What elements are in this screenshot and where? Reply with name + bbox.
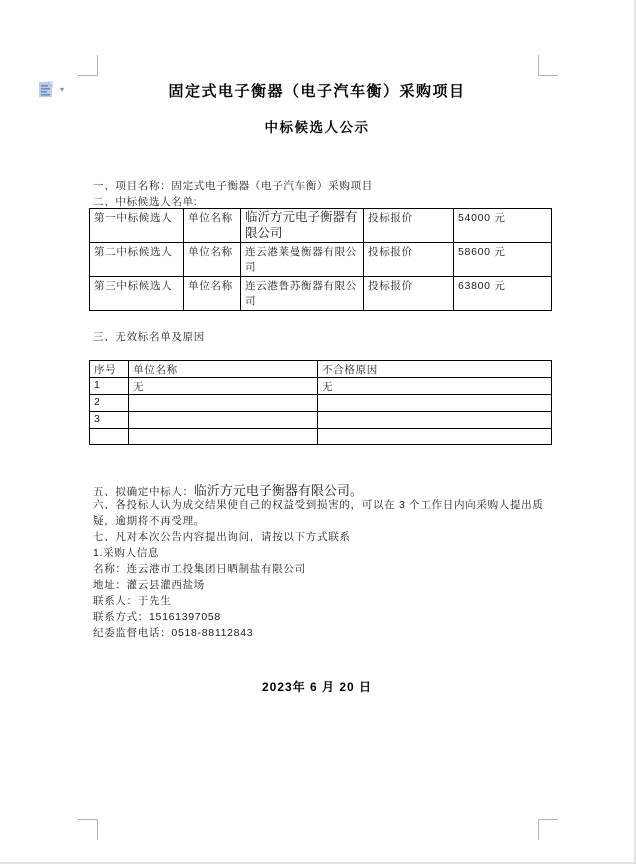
reason-cell — [318, 429, 552, 445]
section-6-objection-line1: 六、各投标人认为成交结果使自己的权益受到损害的，可以在 3 个工作日内向采购人提出质 — [93, 499, 544, 511]
candidates-table — [89, 208, 552, 311]
unit-name-cell — [129, 429, 318, 445]
table-row — [90, 429, 552, 445]
reason-cell: 无 — [318, 378, 552, 395]
table-row — [90, 395, 552, 412]
buyer-address: 地址：灌云县灌西盐场 — [93, 579, 205, 591]
company-name: 连云港莱曼衡器有限公司 — [241, 243, 364, 277]
table-row — [90, 209, 552, 243]
unit-name-label: 单位名称 — [184, 277, 241, 311]
bid-price-value: 58600 元 — [454, 243, 552, 277]
buyer-info-heading: 1.采购人信息 — [93, 547, 160, 559]
section-1-project-name: 一、项目名称：固定式电子衡器（电子汽车衡）采购项目 — [93, 180, 373, 192]
company-name: 连云港鲁苏衡器有限公司 — [241, 277, 364, 311]
section-5-label: 五、拟确定中标人： — [93, 486, 194, 498]
row-number: 3 — [90, 412, 129, 429]
col-header-reason: 不合格原因 — [318, 361, 552, 378]
bid-price-value: 63800 元 — [454, 277, 552, 311]
announcement-date: 2023年 6 月 20 日 — [261, 680, 373, 694]
row-number: 1 — [90, 378, 129, 395]
crop-mark-bottom-left — [78, 819, 98, 840]
winner-company-name: 临沂方元电子衡器有限公司。 — [193, 483, 363, 498]
row-number — [90, 429, 129, 445]
company-name: 临沂方元电子衡器有限公司 — [241, 209, 364, 243]
unit-name-cell — [129, 395, 318, 412]
bid-price-value: 54000 元 — [454, 209, 552, 243]
section-7-contact-heading: 七、凡对本次公告内容提出询问，请按以下方式联系 — [93, 531, 351, 543]
unit-name-cell — [129, 412, 318, 429]
section-6-objection-line2: 疑，逾期将不再受理。 — [93, 515, 205, 527]
table-row — [90, 412, 552, 429]
table-header-row — [90, 361, 552, 378]
candidate-rank: 第三中标候选人 — [90, 277, 184, 311]
contact-phone: 联系方式：15161397058 — [93, 611, 221, 623]
table-row — [90, 277, 552, 311]
reason-cell — [318, 412, 552, 429]
table-row — [90, 378, 552, 395]
unit-name-label: 单位名称 — [184, 243, 241, 277]
bid-price-label: 投标报价 — [364, 243, 454, 277]
contact-person: 联系人：于先生 — [93, 595, 172, 607]
bid-price-label: 投标报价 — [364, 277, 454, 311]
invalid-bids-table — [89, 360, 552, 445]
unit-name-label: 单位名称 — [184, 209, 241, 243]
section-3-invalid-bids-heading: 三、无效标名单及原因 — [93, 331, 205, 343]
section-2-candidate-list-heading: 二、中标候选人名单: — [93, 196, 198, 208]
buyer-name: 名称：连云港市工投集团日晒制盐有限公司 — [93, 563, 306, 575]
col-header-unit: 单位名称 — [129, 361, 318, 378]
chevron-down-icon[interactable]: ▾ — [60, 85, 65, 94]
crop-mark-bottom-right — [538, 819, 558, 840]
page-subtitle: 中标候选人公示 — [264, 120, 370, 135]
page-title: 固定式电子衡器（电子汽车衡）采购项目 — [168, 83, 466, 100]
crop-mark-top-left — [78, 55, 98, 76]
reason-cell — [318, 395, 552, 412]
col-header-number: 序号 — [90, 361, 129, 378]
crop-mark-top-right — [538, 55, 558, 76]
unit-name-cell: 无 — [129, 378, 318, 395]
table-row — [90, 243, 552, 277]
bid-price-label: 投标报价 — [364, 209, 454, 243]
candidate-rank: 第一中标候选人 — [90, 209, 184, 243]
candidate-rank: 第二中标候选人 — [90, 243, 184, 277]
supervision-phone: 纪委监督电话：0518-88112843 — [93, 627, 254, 639]
row-number: 2 — [90, 395, 129, 412]
